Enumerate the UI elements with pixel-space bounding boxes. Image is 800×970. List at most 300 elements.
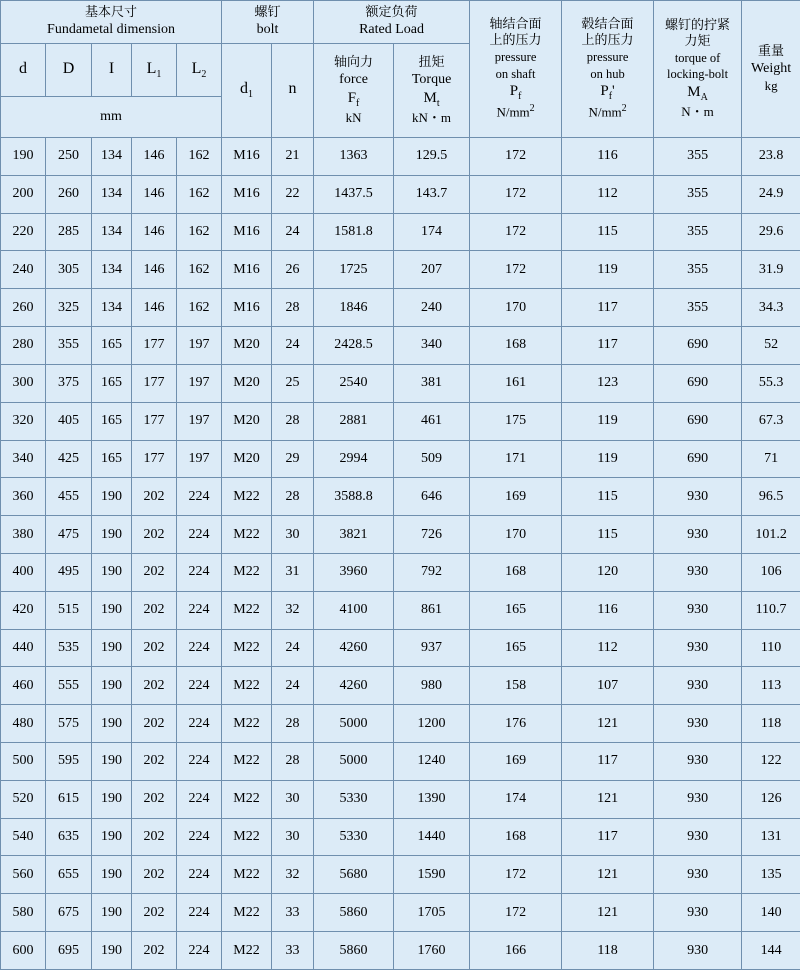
cell-L1: 202 (132, 478, 177, 516)
cell-L1: 177 (132, 327, 177, 365)
cell-bolt-torque: 355 (654, 251, 742, 289)
cell-I: 190 (92, 856, 132, 894)
cell-n: 24 (272, 213, 314, 251)
cell-d: 440 (1, 629, 46, 667)
cell-pressure-shaft: 169 (470, 478, 562, 516)
cell-d1: M22 (222, 818, 272, 856)
cell-torque: 240 (394, 289, 470, 327)
header-col-I: I (92, 44, 132, 97)
table-row (1, 138, 800, 176)
cell-L2: 224 (177, 591, 222, 629)
table-row (1, 516, 800, 554)
cell-bolt-torque: 930 (654, 516, 742, 554)
cell-pressure-hub: 115 (562, 516, 654, 554)
cell-pressure-hub: 118 (562, 932, 654, 970)
cell-d: 260 (1, 289, 46, 327)
cell-I: 190 (92, 591, 132, 629)
cell-d1: M22 (222, 894, 272, 932)
cell-pressure-shaft: 169 (470, 743, 562, 781)
cell-axial-force: 5330 (314, 818, 394, 856)
cell-I: 134 (92, 251, 132, 289)
cell-I: 165 (92, 364, 132, 402)
cell-d1: M22 (222, 705, 272, 743)
header-col-n: n (272, 44, 314, 138)
cell-torque: 937 (394, 629, 470, 667)
cell-L1: 202 (132, 553, 177, 591)
table-row (1, 932, 800, 970)
header-group-rated-load-cn: 额定负荷 (365, 5, 418, 21)
header-torque-unit: kN・m (412, 110, 452, 125)
cell-D: 635 (46, 818, 92, 856)
header-torque-en: Torque (411, 72, 452, 87)
cell-L2: 162 (177, 175, 222, 213)
cell-pressure-hub: 115 (562, 478, 654, 516)
cell-pressure-hub: 119 (562, 440, 654, 478)
cell-pressure-shaft: 176 (470, 705, 562, 743)
cell-D: 250 (46, 138, 92, 176)
cell-bolt-torque: 930 (654, 591, 742, 629)
cell-L1: 146 (132, 251, 177, 289)
cell-axial-force: 5000 (314, 743, 394, 781)
cell-d1: M22 (222, 591, 272, 629)
cell-d1: M16 (222, 138, 272, 176)
cell-I: 190 (92, 932, 132, 970)
cell-I: 134 (92, 175, 132, 213)
cell-d1: M16 (222, 289, 272, 327)
header-weight-cn: 重量 (758, 44, 785, 59)
cell-pressure-hub: 117 (562, 743, 654, 781)
table-row (1, 402, 800, 440)
cell-bolt-torque: 930 (654, 743, 742, 781)
cell-D: 325 (46, 289, 92, 327)
cell-torque: 861 (394, 591, 470, 629)
cell-weight: 55.3 (742, 364, 800, 402)
cell-D: 595 (46, 743, 92, 781)
cell-L2: 197 (177, 364, 222, 402)
cell-weight: 71 (742, 440, 800, 478)
cell-d1: M22 (222, 516, 272, 554)
header-torque-cn: 扭矩 (418, 54, 445, 70)
cell-L1: 202 (132, 780, 177, 818)
cell-L1: 202 (132, 856, 177, 894)
cell-torque: 646 (394, 478, 470, 516)
cell-d: 340 (1, 440, 46, 478)
cell-axial-force: 2881 (314, 402, 394, 440)
table-row (1, 213, 800, 251)
cell-bolt-torque: 930 (654, 553, 742, 591)
cell-d: 480 (1, 705, 46, 743)
cell-pressure-shaft: 172 (470, 213, 562, 251)
header-group-bolt (222, 1, 314, 44)
cell-weight: 118 (742, 705, 800, 743)
cell-weight: 135 (742, 856, 800, 894)
cell-pressure-hub: 121 (562, 856, 654, 894)
header-group-bolt-cn: 螺钉 (254, 5, 281, 21)
header-axial-force-cn: 轴向力 (334, 54, 374, 70)
cell-D: 655 (46, 856, 92, 894)
cell-D: 405 (46, 402, 92, 440)
table-row (1, 251, 800, 289)
cell-axial-force: 5680 (314, 856, 394, 894)
cell-D: 455 (46, 478, 92, 516)
header-axial-force-en: force (339, 72, 368, 87)
cell-n: 22 (272, 175, 314, 213)
cell-L2: 224 (177, 553, 222, 591)
cell-pressure-shaft: 172 (470, 894, 562, 932)
table-row (1, 175, 800, 213)
cell-pressure-shaft: 171 (470, 440, 562, 478)
cell-torque: 1440 (394, 818, 470, 856)
header-pressure-on-hub-en1: pressure (586, 50, 629, 65)
header-axial-force-symbol: $F_f$ (347, 89, 360, 109)
cell-L2: 162 (177, 289, 222, 327)
header-pressure-on-hub (562, 1, 654, 138)
header-locking-bolt-torque-unit: N・m (681, 104, 714, 120)
cell-axial-force: 1581.8 (314, 213, 394, 251)
cell-d1: M20 (222, 327, 272, 365)
cell-D: 675 (46, 894, 92, 932)
cell-torque: 1390 (394, 780, 470, 818)
header-locking-bolt-torque-en2: locking-bolt (667, 67, 729, 82)
cell-torque: 143.7 (394, 175, 470, 213)
cell-weight: 140 (742, 894, 800, 932)
cell-pressure-hub: 123 (562, 364, 654, 402)
cell-n: 24 (272, 667, 314, 705)
cell-pressure-shaft: 168 (470, 818, 562, 856)
cell-L2: 197 (177, 440, 222, 478)
cell-bolt-torque: 930 (654, 818, 742, 856)
cell-D: 615 (46, 780, 92, 818)
cell-L2: 224 (177, 667, 222, 705)
header-pressure-on-hub-cn2: 上的压力 (581, 33, 634, 49)
table-row (1, 856, 800, 894)
cell-D: 355 (46, 327, 92, 365)
cell-weight: 24.9 (742, 175, 800, 213)
cell-n: 28 (272, 289, 314, 327)
cell-L1: 202 (132, 591, 177, 629)
cell-axial-force: 4260 (314, 629, 394, 667)
cell-bolt-torque: 355 (654, 138, 742, 176)
cell-L1: 202 (132, 629, 177, 667)
cell-n: 31 (272, 553, 314, 591)
cell-n: 28 (272, 402, 314, 440)
cell-weight: 110.7 (742, 591, 800, 629)
cell-L1: 202 (132, 743, 177, 781)
cell-d: 200 (1, 175, 46, 213)
cell-bolt-torque: 930 (654, 705, 742, 743)
cell-L2: 197 (177, 327, 222, 365)
cell-axial-force: 3960 (314, 553, 394, 591)
cell-bolt-torque: 930 (654, 629, 742, 667)
cell-pressure-hub: 121 (562, 780, 654, 818)
cell-bolt-torque: 355 (654, 213, 742, 251)
cell-d1: M22 (222, 780, 272, 818)
table-row (1, 364, 800, 402)
cell-bolt-torque: 690 (654, 327, 742, 365)
cell-d: 400 (1, 553, 46, 591)
cell-D: 375 (46, 364, 92, 402)
cell-pressure-hub: 115 (562, 213, 654, 251)
cell-d: 580 (1, 894, 46, 932)
cell-pressure-hub: 107 (562, 667, 654, 705)
cell-d1: M22 (222, 856, 272, 894)
cell-L1: 202 (132, 818, 177, 856)
cell-bolt-torque: 930 (654, 780, 742, 818)
header-pressure-on-shaft-cn2: 上的压力 (489, 33, 542, 49)
cell-d: 300 (1, 364, 46, 402)
cell-torque: 792 (394, 553, 470, 591)
header-axial-force-unit: kN (345, 110, 362, 125)
cell-axial-force: 5000 (314, 705, 394, 743)
header-pressure-on-shaft-en1: pressure (494, 50, 537, 65)
cell-d1: M20 (222, 402, 272, 440)
cell-bolt-torque: 930 (654, 856, 742, 894)
cell-d: 240 (1, 251, 46, 289)
cell-axial-force: 2428.5 (314, 327, 394, 365)
cell-axial-force: 3588.8 (314, 478, 394, 516)
cell-L1: 146 (132, 289, 177, 327)
cell-torque: 1200 (394, 705, 470, 743)
cell-d1: M22 (222, 932, 272, 970)
cell-D: 535 (46, 629, 92, 667)
table-body (1, 138, 800, 970)
cell-L2: 224 (177, 743, 222, 781)
cell-L1: 202 (132, 705, 177, 743)
cell-axial-force: 1363 (314, 138, 394, 176)
header-col-d1: $d_1$ (222, 44, 272, 138)
header-pressure-on-hub-symbol: $P_f'$ (600, 82, 615, 102)
cell-n: 30 (272, 516, 314, 554)
cell-d: 220 (1, 213, 46, 251)
header-group-fundamental-dimension (1, 1, 222, 44)
cell-D: 305 (46, 251, 92, 289)
cell-I: 165 (92, 402, 132, 440)
cell-d: 190 (1, 138, 46, 176)
header-col-D: D (46, 44, 92, 97)
header-pressure-on-shaft-en2: on shaft (495, 66, 536, 81)
cell-weight: 110 (742, 629, 800, 667)
cell-axial-force: 5860 (314, 932, 394, 970)
header-pressure-on-hub-cn1: 毂结合面 (581, 16, 634, 32)
cell-weight: 106 (742, 553, 800, 591)
cell-d1: M22 (222, 553, 272, 591)
cell-pressure-shaft: 168 (470, 327, 562, 365)
cell-torque: 174 (394, 213, 470, 251)
cell-pressure-shaft: 172 (470, 138, 562, 176)
cell-axial-force: 3821 (314, 516, 394, 554)
cell-n: 25 (272, 364, 314, 402)
header-weight (742, 1, 800, 138)
cell-pressure-hub: 117 (562, 327, 654, 365)
header-locking-bolt-torque-cn2: 力矩 (684, 33, 711, 49)
cell-d: 360 (1, 478, 46, 516)
cell-pressure-shaft: 168 (470, 553, 562, 591)
table-row (1, 553, 800, 591)
cell-weight: 67.3 (742, 402, 800, 440)
table-row (1, 289, 800, 327)
cell-pressure-shaft: 161 (470, 364, 562, 402)
cell-axial-force: 4260 (314, 667, 394, 705)
cell-pressure-hub: 119 (562, 251, 654, 289)
cell-I: 190 (92, 780, 132, 818)
cell-pressure-hub: 116 (562, 138, 654, 176)
cell-d: 600 (1, 932, 46, 970)
cell-d1: M16 (222, 251, 272, 289)
cell-torque: 129.5 (394, 138, 470, 176)
cell-torque: 1705 (394, 894, 470, 932)
cell-I: 165 (92, 440, 132, 478)
cell-d: 280 (1, 327, 46, 365)
cell-L1: 202 (132, 516, 177, 554)
cell-I: 190 (92, 516, 132, 554)
cell-L1: 146 (132, 213, 177, 251)
cell-weight: 101.2 (742, 516, 800, 554)
cell-bolt-torque: 930 (654, 667, 742, 705)
cell-d1: M16 (222, 175, 272, 213)
cell-torque: 509 (394, 440, 470, 478)
table-row (1, 818, 800, 856)
cell-d1: M22 (222, 478, 272, 516)
cell-I: 134 (92, 213, 132, 251)
header-pressure-on-shaft-symbol: $P_f$ (509, 82, 522, 102)
cell-n: 24 (272, 327, 314, 365)
cell-torque: 461 (394, 402, 470, 440)
cell-pressure-hub: 116 (562, 591, 654, 629)
cell-L1: 202 (132, 894, 177, 932)
cell-L2: 224 (177, 818, 222, 856)
table-header (1, 1, 800, 138)
cell-L2: 224 (177, 856, 222, 894)
cell-I: 190 (92, 629, 132, 667)
cell-n: 33 (272, 894, 314, 932)
cell-torque: 1590 (394, 856, 470, 894)
cell-bolt-torque: 930 (654, 478, 742, 516)
cell-n: 30 (272, 818, 314, 856)
cell-L2: 162 (177, 213, 222, 251)
cell-L2: 162 (177, 138, 222, 176)
cell-D: 695 (46, 932, 92, 970)
cell-D: 285 (46, 213, 92, 251)
header-locking-bolt-torque-en1: torque of (674, 51, 721, 66)
cell-bolt-torque: 355 (654, 289, 742, 327)
cell-L2: 224 (177, 516, 222, 554)
cell-weight: 122 (742, 743, 800, 781)
header-torque-symbol: $M_t$ (423, 89, 440, 109)
cell-n: 21 (272, 138, 314, 176)
cell-pressure-shaft: 170 (470, 516, 562, 554)
cell-weight: 131 (742, 818, 800, 856)
cell-weight: 126 (742, 780, 800, 818)
cell-weight: 31.9 (742, 251, 800, 289)
cell-weight: 113 (742, 667, 800, 705)
cell-torque: 1240 (394, 743, 470, 781)
table-row (1, 629, 800, 667)
cell-axial-force: 5860 (314, 894, 394, 932)
cell-pressure-shaft: 172 (470, 175, 562, 213)
cell-axial-force: 1846 (314, 289, 394, 327)
header-group-row (1, 1, 800, 44)
header-col-L2: $L_2$ (177, 44, 222, 97)
header-group-fundamental-dimension-cn: 基本尺寸 (85, 5, 138, 21)
cell-L2: 224 (177, 894, 222, 932)
cell-L1: 202 (132, 932, 177, 970)
cell-L2: 162 (177, 251, 222, 289)
cell-n: 24 (272, 629, 314, 667)
header-group-rated-load (314, 1, 470, 44)
cell-pressure-hub: 120 (562, 553, 654, 591)
header-group-bolt-en: bolt (256, 22, 279, 38)
cell-axial-force: 5330 (314, 780, 394, 818)
cell-L2: 224 (177, 932, 222, 970)
header-weight-en: Weight (751, 61, 792, 77)
cell-d: 420 (1, 591, 46, 629)
cell-n: 33 (272, 932, 314, 970)
header-pressure-on-hub-unit: $N/mm^2$ (588, 103, 627, 120)
table-row (1, 743, 800, 781)
header-locking-bolt-torque-cn1: 螺钉的拧紧 (665, 17, 731, 33)
table-row (1, 667, 800, 705)
header-pressure-on-shaft (470, 1, 562, 138)
cell-D: 475 (46, 516, 92, 554)
cell-L2: 197 (177, 402, 222, 440)
cell-d: 560 (1, 856, 46, 894)
cell-d: 380 (1, 516, 46, 554)
cell-I: 190 (92, 667, 132, 705)
cell-L1: 202 (132, 667, 177, 705)
cell-pressure-shaft: 172 (470, 251, 562, 289)
cell-weight: 52 (742, 327, 800, 365)
cell-axial-force: 4100 (314, 591, 394, 629)
cell-n: 30 (272, 780, 314, 818)
cell-bolt-torque: 355 (654, 175, 742, 213)
cell-d1: M20 (222, 440, 272, 478)
cell-torque: 980 (394, 667, 470, 705)
cell-D: 495 (46, 553, 92, 591)
cell-I: 190 (92, 818, 132, 856)
cell-D: 575 (46, 705, 92, 743)
cell-d: 500 (1, 743, 46, 781)
cell-n: 32 (272, 856, 314, 894)
cell-L1: 177 (132, 402, 177, 440)
cell-L1: 177 (132, 364, 177, 402)
cell-n: 26 (272, 251, 314, 289)
header-group-rated-load-en: Rated Load (359, 22, 425, 38)
cell-bolt-torque: 690 (654, 440, 742, 478)
table-row (1, 894, 800, 932)
cell-pressure-shaft: 165 (470, 591, 562, 629)
header-locking-bolt-torque-symbol: $M_A$ (687, 83, 708, 103)
cell-L1: 146 (132, 138, 177, 176)
header-pressure-on-shaft-cn1: 轴结合面 (489, 16, 542, 32)
cell-L1: 146 (132, 175, 177, 213)
cell-torque: 340 (394, 327, 470, 365)
cell-I: 134 (92, 138, 132, 176)
cell-d: 460 (1, 667, 46, 705)
cell-d: 520 (1, 780, 46, 818)
cell-I: 190 (92, 705, 132, 743)
cell-d: 540 (1, 818, 46, 856)
cell-pressure-hub: 117 (562, 818, 654, 856)
cell-L2: 224 (177, 780, 222, 818)
header-col-L1: $L_1$ (132, 44, 177, 97)
cell-pressure-shaft: 165 (470, 629, 562, 667)
cell-L2: 224 (177, 705, 222, 743)
cell-torque: 207 (394, 251, 470, 289)
cell-d1: M16 (222, 213, 272, 251)
cell-n: 28 (272, 743, 314, 781)
cell-torque: 726 (394, 516, 470, 554)
cell-pressure-hub: 112 (562, 629, 654, 667)
